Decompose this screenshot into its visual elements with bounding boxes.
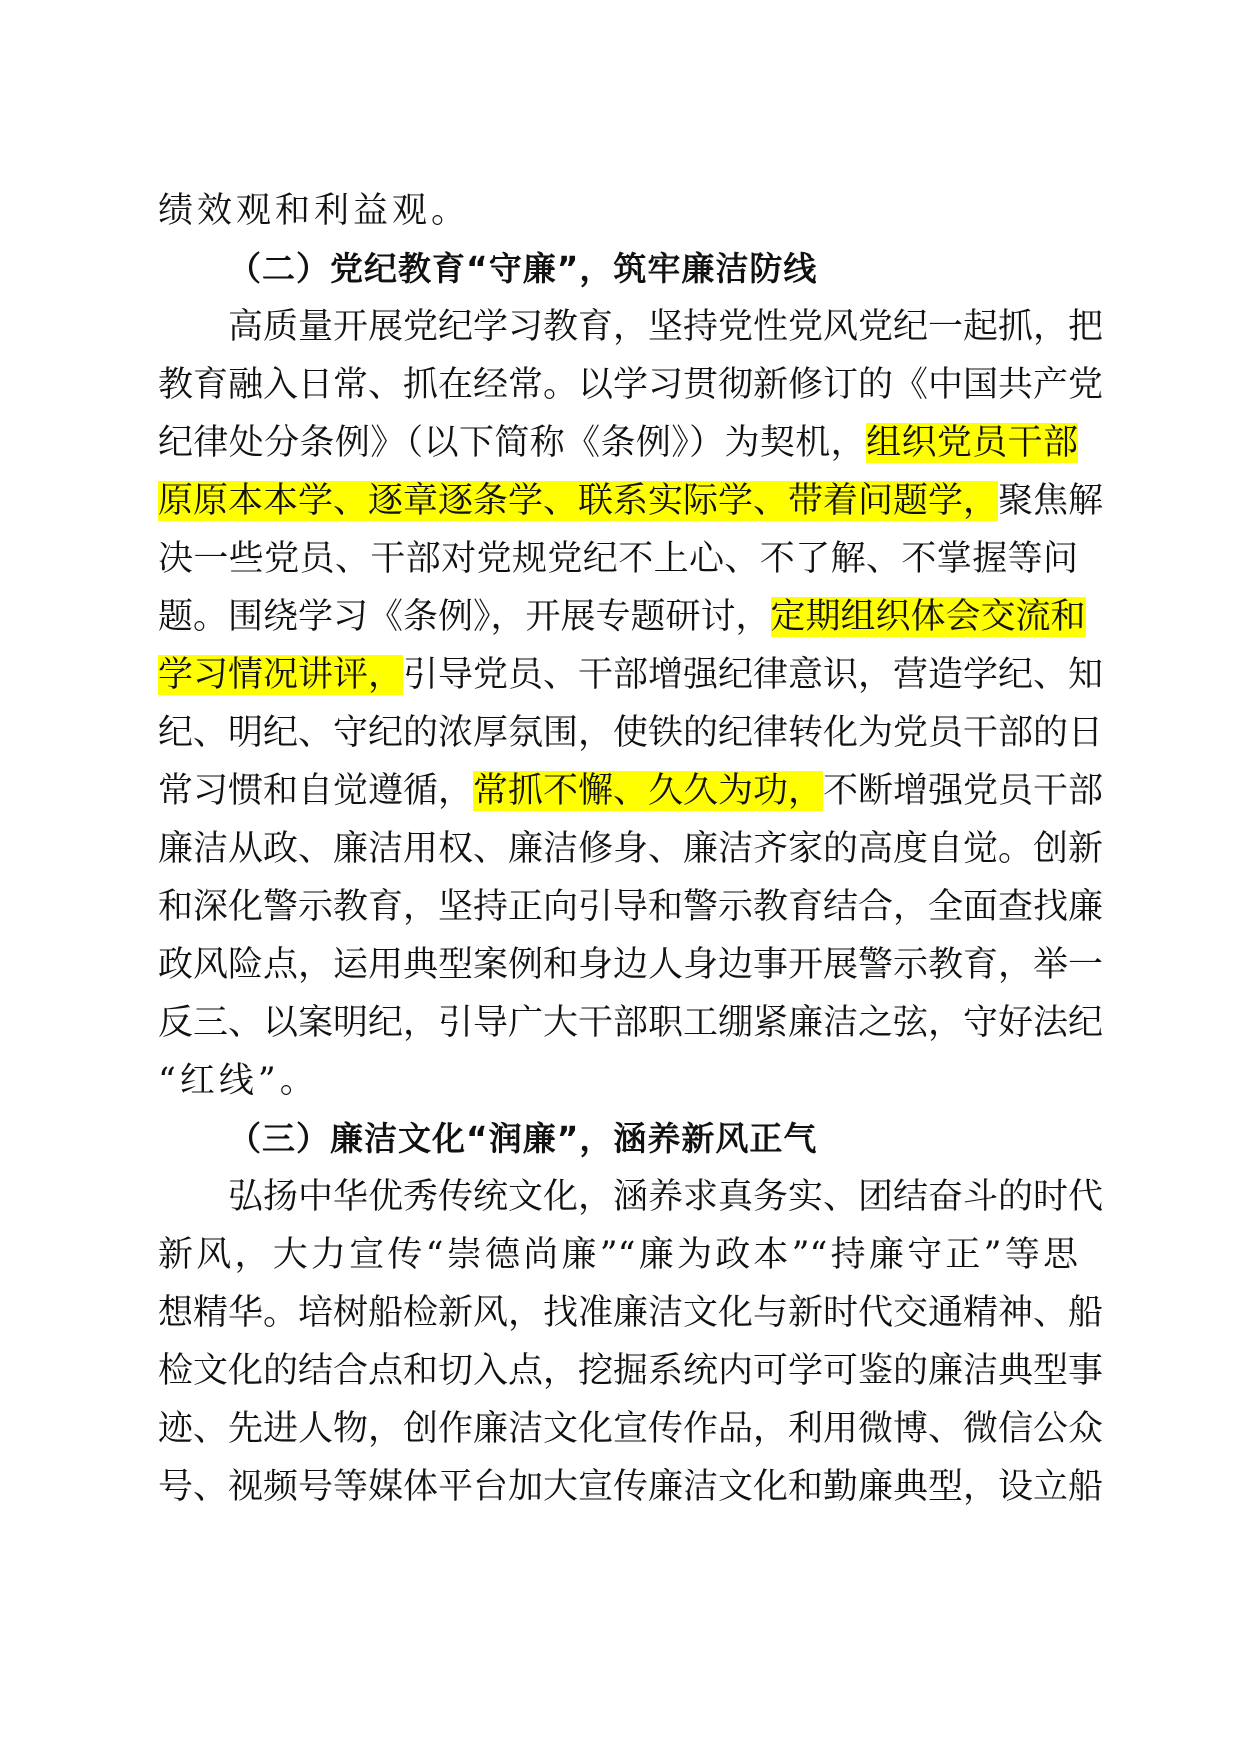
paragraph-line: 弘扬中华优秀传统文化，涵养求真务实、团结奋斗的时代 — [228, 1177, 1104, 1217]
paragraph-line — [158, 646, 1104, 704]
text-segment: 不断增强党员干部 — [823, 771, 1104, 811]
paragraph-line: 检文化的结合点和切入点，挖掘系统内可学可鉴的廉洁典型事 — [158, 1351, 1104, 1391]
highlighted-text: 学习情况讲评， — [158, 655, 404, 695]
text-segment: 引导党员、干部增强纪律意识，营造学纪、知 — [403, 655, 1104, 695]
paragraph-line: 号、视频号等媒体平台加大宣传廉洁文化和勤廉典型，设立船 — [158, 1467, 1104, 1507]
paragraph-line: 政风险点，运用典型案例和身边人身边事开展警示教育，举一 — [158, 945, 1104, 985]
paragraph-line: 反三、以案明纪，引导广大干部职工绷紧廉洁之弦，守好法纪 — [158, 1003, 1104, 1043]
paragraph-line — [158, 588, 1086, 646]
text-segment: 常习惯和自觉遵循， — [158, 771, 474, 811]
section-heading-3: （三）廉洁文化“润廉”，涵养新风正气 — [228, 1119, 818, 1158]
paragraph-line: 纪、明纪、守纪的浓厚氛围，使铁的纪律转化为党员干部的日 — [158, 713, 1104, 753]
paragraph-line: “红线”。 — [158, 1061, 319, 1101]
paragraph-line: 决一些党员、干部对党规党纪不上心、不了解、不掌握等问 — [158, 539, 1078, 579]
highlighted-text: 原原本本学、逐章逐条学、联系实际学、带着问题学， — [158, 481, 999, 521]
paragraph-line — [158, 762, 1104, 820]
paragraph-line: 和深化警示教育，坚持正向引导和警示教育结合，全面查找廉 — [158, 887, 1104, 927]
highlighted-text: 组织党员干部 — [866, 423, 1078, 463]
paragraph-line: 绩效观和利益观。 — [158, 191, 471, 231]
text-segment: 题。围绕学习《条例》，开展专题研讨， — [158, 597, 771, 637]
text-segment: 聚焦解 — [998, 481, 1104, 521]
highlighted-text: 常抓不懈、久久为功， — [473, 771, 824, 811]
highlighted-text: 定期组织体会交流和 — [770, 597, 1086, 637]
paragraph-line — [158, 472, 1104, 530]
section-heading-2: （二）党纪教育“守廉”，筑牢廉洁防线 — [228, 249, 818, 288]
text-segment: 纪律处分条例》（以下简称《条例》）为契机， — [158, 423, 867, 463]
paragraph-line: 迹、先进人物，创作廉洁文化宣传作品，利用微博、微信公众 — [158, 1409, 1104, 1449]
paragraph-line — [158, 414, 1078, 472]
paragraph-line: 教育融入日常、抓在经常。以学习贯彻新修订的《中国共产党 — [158, 365, 1104, 405]
paragraph-line: 高质量开展党纪学习教育，坚持党性党风党纪一起抓，把 — [228, 307, 1104, 347]
paragraph-line: 新风，大力宣传“崇德尚廉”“廉为政本”“持廉守正”等思 — [158, 1235, 1078, 1275]
paragraph-line: 想精华。培树船检新风，找准廉洁文化与新时代交通精神、船 — [158, 1293, 1104, 1333]
paragraph-line: 廉洁从政、廉洁用权、廉洁修身、廉洁齐家的高度自觉。创新 — [158, 829, 1104, 869]
